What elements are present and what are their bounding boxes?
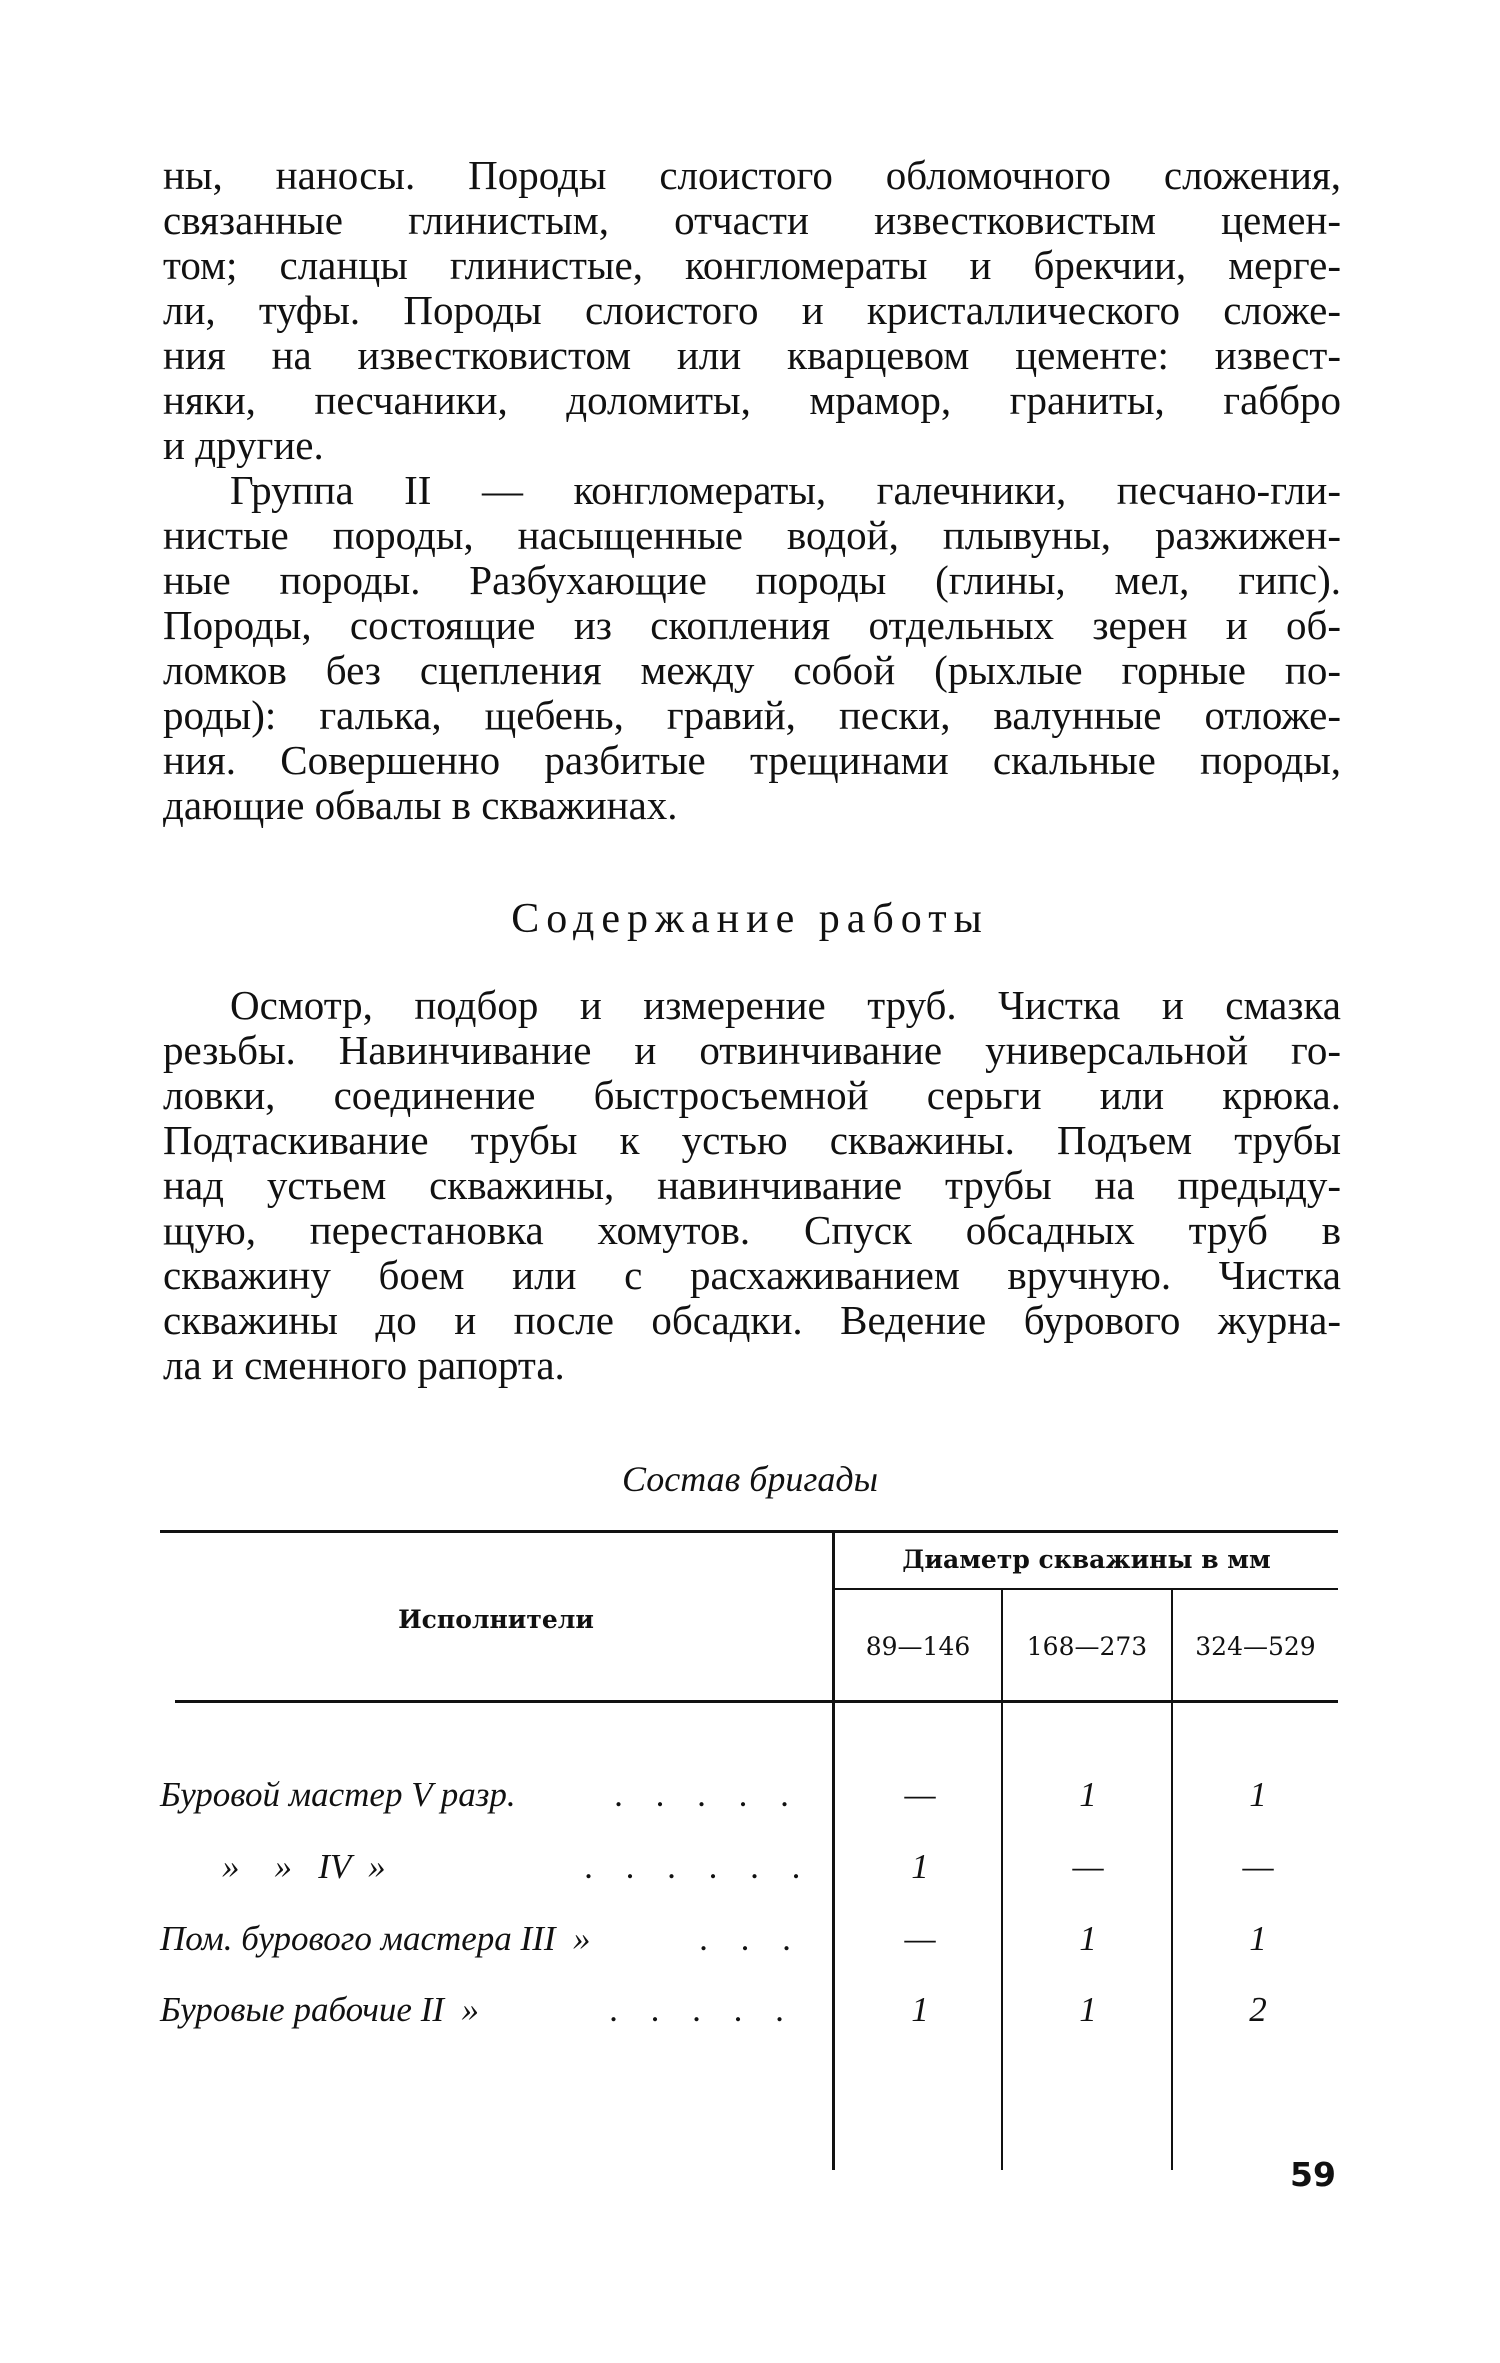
table-cell: —	[904, 1919, 936, 1958]
table-cell: 1	[1079, 1919, 1097, 1958]
row-label: Буровой мастер V разр.	[160, 1775, 516, 1814]
text-line: няки, песчаники, доломиты, мрамор, граниты, габбро	[163, 377, 1341, 423]
header-col-168-273: 168—273	[1026, 1632, 1148, 1661]
text-line: нистые породы, насыщенные водой, плывуны, разжижен-	[163, 512, 1341, 558]
leader-dots: . . . . .	[610, 1990, 797, 2029]
text-line: ные породы. Разбухающие породы (глины, мел, гипс).	[163, 557, 1341, 603]
table-cell: 1	[911, 1990, 929, 2029]
header-performers: Исполнители	[398, 1605, 594, 1634]
text-line: том; сланцы глинистые, конгломераты и брекчии, мерге-	[163, 242, 1341, 288]
text-line: скважины до и после обсадки. Ведение бурового журна-	[163, 1297, 1341, 1343]
text-line: Подтаскивание трубы к устью скважины. Подъем трубы	[163, 1117, 1341, 1163]
table-cell: 1	[1079, 1990, 1097, 2029]
paragraph-work-content	[163, 983, 1341, 1388]
text-line: ния. Совершенно разбитые трещинами скальные породы,	[163, 737, 1341, 783]
header-col-324-529: 324—529	[1195, 1632, 1316, 1661]
text-line: ловки, соединение быстросъемной серьги или крюка.	[163, 1072, 1341, 1118]
text-line: роды): галька, щебень, гравий, пески, валунные отложе-	[163, 692, 1341, 738]
table-top-rule	[160, 1530, 1338, 1533]
text-line: ли, туфы. Породы слоистого и кристаллического сложе-	[163, 287, 1341, 333]
text-line: ла и сменного рапорта.	[163, 1342, 565, 1388]
text-line: резьбы. Навинчивание и отвинчивание универсальной го-	[163, 1027, 1341, 1073]
row-label: Пом. бурового мастера III »	[160, 1919, 591, 1958]
table-cell: —	[1072, 1847, 1104, 1886]
section-heading: Содержание работы	[511, 896, 989, 942]
header-diameter: Диаметр скважины в мм	[902, 1545, 1271, 1574]
text-line: скважину боем или с расхаживанием вручную. Чистка	[163, 1252, 1341, 1298]
paragraph-continuation	[163, 153, 1341, 468]
text-line: Осмотр, подбор и измерение труб. Чистка и смазка	[230, 982, 1341, 1028]
table-cell: 1	[1249, 1919, 1267, 1958]
table-cell: 1	[911, 1847, 929, 1886]
leader-dots: . . . . .	[615, 1775, 802, 1814]
text-line: и другие.	[163, 422, 324, 468]
text-line: ломков без сцепления между собой (рыхлые горные по-	[163, 647, 1341, 693]
table-cell: 1	[1079, 1775, 1097, 1814]
table-cell: —	[904, 1775, 936, 1814]
table-cell: 1	[1249, 1775, 1267, 1814]
text-line: дающие обвалы в скважинах.	[163, 782, 678, 828]
header-bottom-rule	[175, 1700, 1338, 1703]
table-caption: Состав бригады	[621, 1459, 879, 1499]
table-cell: 2	[1249, 1990, 1267, 2029]
diameter-header-rule	[835, 1588, 1338, 1590]
text-line: щую, перестановка хомутов. Спуск обсадных труб в	[163, 1207, 1341, 1253]
leader-dots: . . . . . .	[585, 1847, 814, 1886]
leader-dots: . . .	[700, 1919, 804, 1958]
text-line: над устьем скважины, навинчивание трубы на предыду-	[163, 1162, 1341, 1208]
text-line: Группа II — конгломераты, галечники, песчано-гли-	[230, 467, 1341, 513]
text-line: связанные глинистым, отчасти известковистым цемен-	[163, 197, 1341, 243]
text-line: Породы, состоящие из скопления отдельных зерен и об-	[163, 602, 1341, 648]
row-label: » » IV »	[222, 1847, 386, 1886]
table-cell: —	[1242, 1847, 1274, 1886]
header-col-89-146: 89—146	[865, 1632, 971, 1661]
text-line: ния на известковистом или кварцевом цементе: извест-	[163, 332, 1341, 378]
text-line: ны, наносы. Породы слоистого обломочного сложения,	[163, 152, 1341, 198]
row-label: Буровые рабочие II »	[160, 1990, 479, 2029]
paragraph-group-ii	[163, 468, 1341, 828]
page-number: 59	[1290, 2155, 1336, 2194]
